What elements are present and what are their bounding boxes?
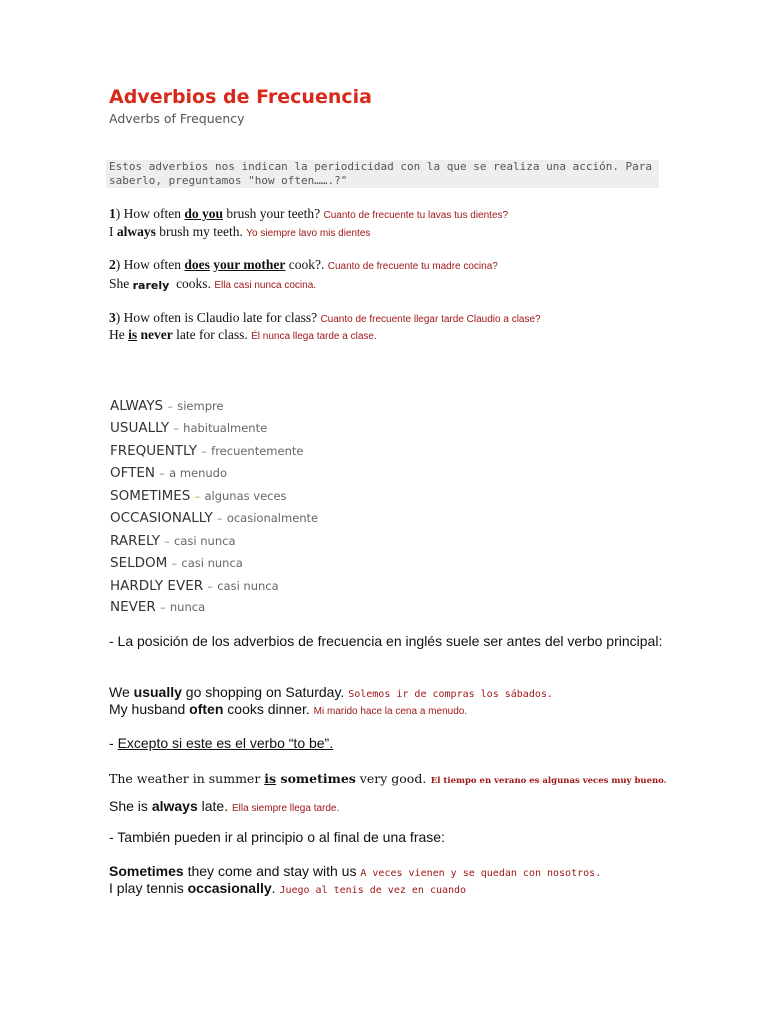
example-number: 2 — [109, 257, 116, 272]
adverb-item: OFTEN – a menudo — [110, 465, 228, 481]
example-4: We usually go shopping on Saturday. Solemos ir de compras los sábados. — [109, 684, 553, 700]
position-note: - La posición de los adverbios de frecuencia en inglés suele ser antes del verbo principal: — [109, 633, 663, 649]
page-subtitle: Adverbs of Frequency — [109, 111, 245, 126]
emphasis: usually — [133, 684, 182, 700]
emphasis: never — [140, 327, 173, 342]
emphasis: does — [184, 257, 210, 272]
intro-box: Estos adverbios nos indican la periodicidad con la que se realiza una acción. Para saberlo, preguntamos "how often…….?" — [106, 160, 659, 188]
adverb-item: ALWAYS – siempre — [110, 398, 224, 414]
adverb-item: FREQUENTLY – frecuentemente — [110, 443, 304, 459]
emphasis: is — [264, 771, 277, 786]
translation: Ella siempre llega tarde. — [232, 803, 340, 814]
example-number: 3 — [109, 310, 116, 325]
adverb-item: USUALLY – habitualmente — [110, 420, 268, 436]
exception-note: - Excepto si este es el verbo “to be”. — [109, 735, 334, 751]
translation: El tiempo en verano es algunas veces muy bueno. — [430, 776, 667, 786]
emphasis: always — [116, 224, 156, 239]
beginning-note: - También pueden ir al principio o al final de una frase: — [109, 829, 445, 845]
emphasis: Sometimes — [109, 863, 184, 879]
adverb-item: OCCASIONALLY – ocasionalmente — [110, 510, 319, 526]
translation: Él nunca llega tarde a clase. — [251, 331, 377, 342]
example-2-question: 2) How often does your mother cook?. Cuanto de frecuente tu madre cocina? — [109, 257, 498, 272]
emphasis: is — [128, 327, 138, 342]
example-5: My husband often cooks dinner. Mi marido hace la cena a menudo. — [109, 701, 468, 717]
translation: Mi marido hace la cena a menudo. — [313, 706, 468, 717]
adverb-item: RARELY – casi nunca — [110, 533, 236, 549]
example-8: Sometimes they come and stay with us A veces vienen y se quedan con nosotros. — [109, 863, 602, 879]
page-title: Adverbios de Frecuencia — [109, 86, 372, 108]
translation: Cuanto de frecuente tu lavas tus dientes? — [323, 210, 509, 221]
translation: Solemos ir de compras los sábados. — [348, 689, 553, 700]
example-1-question: 1) How often do you brush your teeth? Cuanto de frecuente tu lavas tus dientes? — [109, 206, 509, 221]
translation: Cuanto de frecuente tu madre cocina? — [327, 261, 498, 272]
example-number: 1 — [109, 206, 116, 221]
adverb-item: NEVER – nunca — [110, 599, 206, 615]
translation: Cuanto de frecuente llegar tarde Claudio a clase? — [320, 314, 541, 325]
example-6: The weather in summer is sometimes very good. El tiempo en verano es algunas veces muy bueno. — [109, 771, 667, 786]
example-9: I play tennis occasionally. Juego al tenis de vez en cuando — [109, 880, 467, 896]
emphasis: occasionally — [187, 880, 272, 896]
example-1-answer: I always brush my teeth. Yo siempre lavo mis dientes — [109, 224, 371, 239]
emphasis: sometimes — [280, 771, 356, 786]
emphasis: rarely — [132, 279, 170, 292]
translation: Juego al tenis de vez en cuando — [279, 885, 467, 896]
emphasis: often — [189, 701, 224, 717]
emphasis: your mother — [213, 257, 286, 272]
translation: A veces vienen y se quedan con nosotros. — [360, 868, 602, 879]
example-3-answer: He is never late for class. Él nunca llega tarde a clase. — [109, 327, 377, 342]
emphasis: always — [151, 798, 198, 814]
translation: Yo siempre lavo mis dientes — [246, 228, 371, 239]
example-7: She is always late. Ella siempre llega tarde. — [109, 798, 340, 814]
example-2-answer: She rarely cooks. Ella casi nunca cocina. — [109, 276, 317, 292]
example-3-question: 3) How often is Claudio late for class? Cuanto de frecuente llegar tarde Claudio a clase? — [109, 310, 541, 325]
emphasis: do you — [184, 206, 224, 221]
translation: Ella casi nunca cocina. — [214, 280, 317, 291]
adverb-item: SELDOM – casi nunca — [110, 555, 243, 571]
adverb-item: HARDLY EVER – casi nunca — [110, 578, 279, 594]
adverb-item: SOMETIMES – algunas veces — [110, 488, 287, 504]
